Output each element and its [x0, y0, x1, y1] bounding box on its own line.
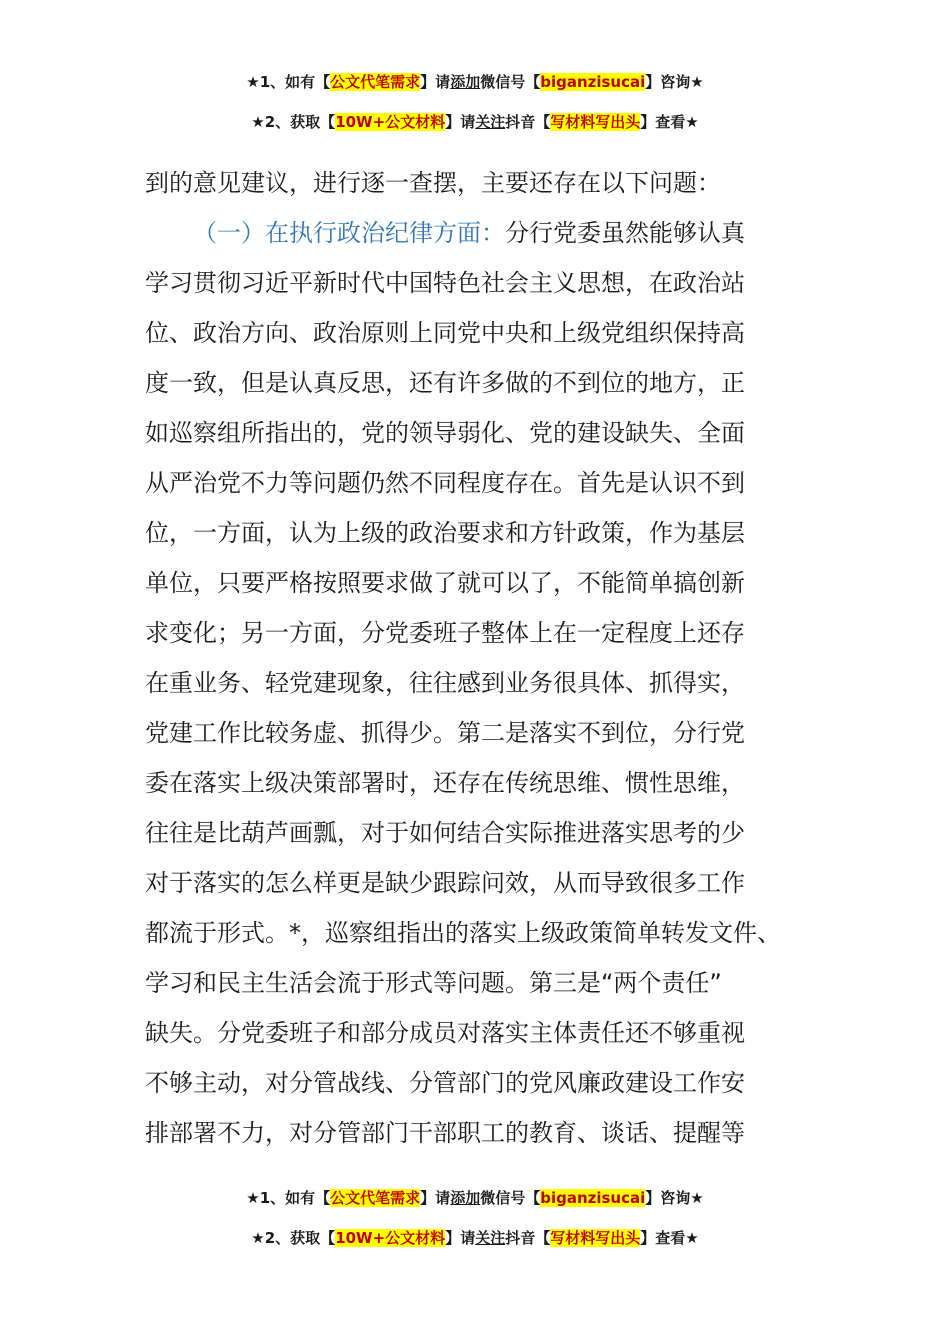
- body-line: 都流于形式。*，巡察组指出的落实上级政策简单转发文件、: [145, 919, 781, 947]
- highlight-service: 公文代笔需求: [330, 73, 421, 91]
- body-line: 从严治党不力等问题仍然不同程度存在。首先是认识不到: [145, 469, 745, 497]
- body-line: 缺失。分党委班子和部分成员对落实主体责任还不够重视: [145, 1019, 745, 1047]
- highlight-douyin: 写材料写出头: [550, 1229, 641, 1247]
- body-line: 单位，只要严格按照要求做了就可以了，不能简单搞创新: [145, 569, 745, 597]
- highlight-wechat-id: biganzisucai: [540, 1189, 646, 1207]
- body-line: 如巡察组所指出的，党的领导弱化、党的建设缺失、全面: [145, 419, 745, 447]
- body-line: 委在落实上级决策部署时，还存在传统思维、惯性思维，: [145, 769, 745, 797]
- highlight-douyin: 写材料写出头: [550, 113, 641, 131]
- document-body: [145, 158, 825, 1158]
- body-line: 学习和民主生活会流于形式等问题。第三是“两个责任”: [145, 969, 722, 997]
- section-heading-line: （一）在执行政治纪律方面：分行党委虽然能够认真: [193, 219, 745, 247]
- body-line: 学习贯彻习近平新时代中国特色社会主义思想，在政治站: [145, 269, 745, 297]
- body-line: 位，一方面，认为上级的政治要求和方针政策，作为基层: [145, 519, 745, 547]
- body-line: 不够主动，对分管战线、分管部门的党风廉政建设工作安: [145, 1069, 745, 1097]
- body-line: 到的意见建议，进行逐一查摆，主要还存在以下问题：: [145, 169, 721, 197]
- section-heading: （一）在执行政治纪律方面：: [193, 219, 505, 247]
- body-line: 党建工作比较务虚、抓得少。第二是落实不到位，分行党: [145, 719, 745, 747]
- top-banner-line-2: ★2、获取【10W+公文材料】请关注抖音【写材料写出头】查看★: [251, 113, 699, 131]
- top-banner-line-1: ★1、如有【公文代笔需求】请添加微信号【biganzisucai】咨询★: [246, 73, 704, 91]
- highlight-service: 公文代笔需求: [330, 1189, 421, 1207]
- body-line: 往往是比葫芦画瓢，对于如何结合实际推进落实思考的少: [145, 819, 745, 847]
- body-line: 度一致，但是认真反思，还有许多做的不到位的地方，正: [145, 369, 745, 397]
- highlight-materials: 10W+公文材料: [335, 113, 446, 131]
- body-line: 排部署不力，对分管部门干部职工的教育、谈话、提醒等: [145, 1119, 745, 1147]
- highlight-materials: 10W+公文材料: [335, 1229, 446, 1247]
- body-line: 位、政治方向、政治原则上同党中央和上级党组织保持高: [145, 319, 745, 347]
- highlight-wechat-id: biganzisucai: [540, 73, 646, 91]
- body-line: 求变化；另一方面，分党委班子整体上在一定程度上还存: [145, 619, 745, 647]
- body-line: 在重业务、轻党建现象，往往感到业务很具体、抓得实，: [145, 669, 745, 697]
- bottom-banner-line-2: ★2、获取【10W+公文材料】请关注抖音【写材料写出头】查看★: [251, 1229, 699, 1247]
- bottom-banner-line-1: ★1、如有【公文代笔需求】请添加微信号【biganzisucai】咨询★: [246, 1189, 704, 1207]
- body-line: 对于落实的怎么样更是缺少跟踪问效，从而导致很多工作: [145, 869, 745, 897]
